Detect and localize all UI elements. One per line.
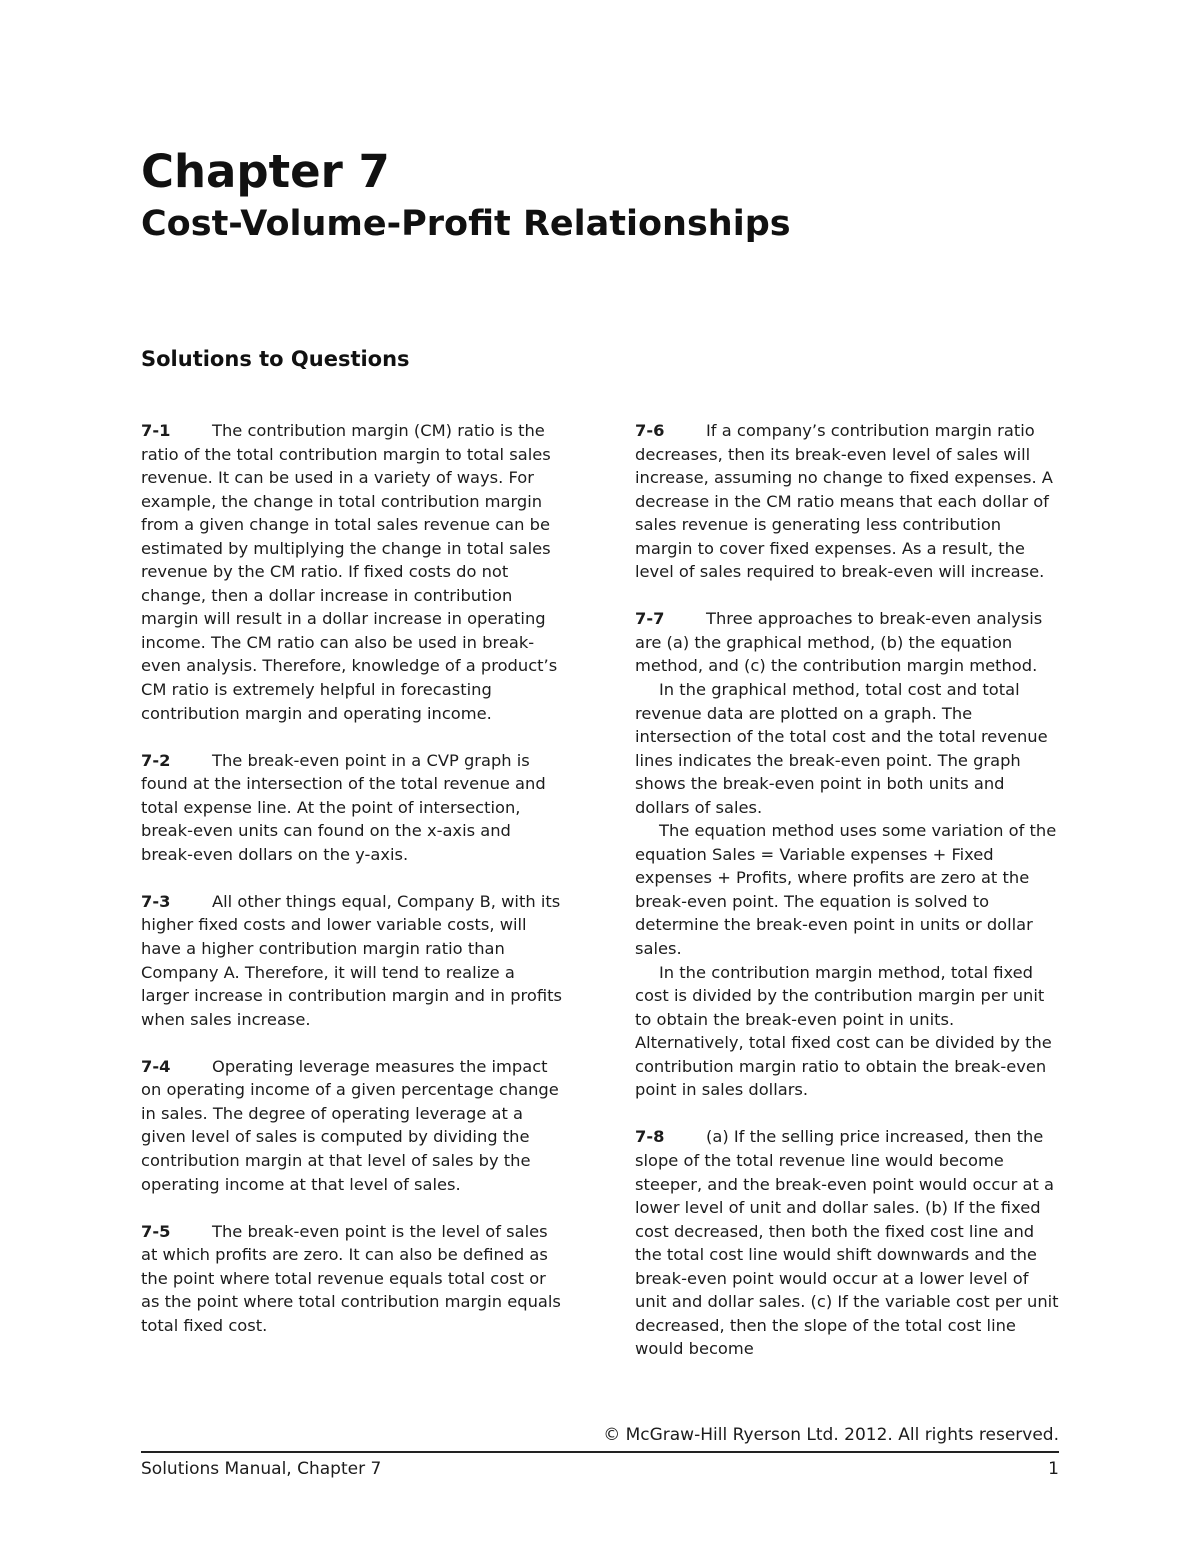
answer-text: All other things equal, Company B, with its higher fixed costs and lower variable costs, will have a higher contribution margin ratio than Company A. Therefore, it will tend to realize a larger increase in contribution margin and in profits when sales increase. — [141, 891, 562, 1029]
answer-7-2 — [141, 749, 565, 867]
footer-manual-title: Solutions Manual, Chapter 7 — [141, 1459, 382, 1479]
answer-paragraph: The equation method uses some variation of the equation Sales = Variable expenses + Fixed expenses + Profits, where profits are zero at the break-even point. The equation is solved to determine the break-even point in units or dollar sales. — [635, 821, 1057, 959]
answer-text: (a) If the selling price increased, then the slope of the total revenue line would become steeper, and the break-even point would occur at a lower level of unit and dollar sales. (b) If the fixed cost decreased, then both the fixed cost line and the total cost line would shift downwards and the break-even point would occur at a lower level of unit and dollar sales. (c) If the variable cost per unit decreased, then the slope of the total cost line would become — [635, 1127, 1059, 1359]
answer-7-5 — [141, 1220, 565, 1338]
question-number: 7-3 — [141, 891, 171, 911]
answer-paragraph: In the contribution margin method, total fixed cost is divided by the contribution margin per unit to obtain the break-even point in units. Alternatively, total fixed cost can be divided by the contribution margin ratio to obtain the break-even point in sales dollars. — [635, 962, 1052, 1100]
answer-7-4 — [141, 1055, 565, 1196]
question-number: 7-8 — [635, 1127, 665, 1147]
question-number: 7-1 — [141, 421, 171, 440]
answer-text: The contribution margin (CM) ratio is the ratio of the total contribution margin to total sales revenue. It can be used in a variety of ways. For example, the change in total contribution margin from a given change in total sales revenue can be estimated by multiplying the change in total sales revenue by the CM ratio. If fixed costs do not change, then a dollar increase in contribution margin will result in a dollar increase in operating income. The CM ratio can also be used in break-even analysis. Therefore, knowledge of a product’s CM ratio is extremely helpful in forecasting contribution margin and operating income. — [141, 421, 558, 723]
section-title: Solutions to Questions — [141, 347, 410, 371]
answer-paragraph: In the graphical method, total cost and total revenue data are plotted on a graph. The intersection of the total cost and the total revenue lines indicates the break-even point. The graph shows the break-even point in both units and dollars of sales. — [635, 680, 1048, 817]
answer-7-7 — [635, 607, 1059, 1101]
copyright-notice: © McGraw-Hill Ryerson Ltd. 2012. All rights reserved. — [603, 1425, 1059, 1445]
question-number: 7-4 — [141, 1056, 171, 1076]
answer-text: Operating leverage measures the impact on operating income of a given percentage change in sales. The degree of operating leverage at a given level of sales is computed by dividing the contribution margin at that level of sales by the operating income at that level of sales. — [141, 1056, 559, 1194]
question-number: 7-7 — [635, 609, 665, 629]
answer-text: The break-even point is the level of sales at which profits are zero. It can also be defined as the point where total revenue equals total cost or as the point where total contribution margin equals total fixed cost. — [141, 1221, 561, 1335]
chapter-title: Cost-Volume-Profit Relationships — [141, 204, 791, 244]
question-number: 7-5 — [141, 1221, 171, 1241]
footer-divider — [141, 1451, 1059, 1453]
right-column — [635, 419, 1059, 1384]
question-number: 7-2 — [141, 750, 171, 770]
page-number: 1 — [1048, 1459, 1059, 1479]
answer-text: Three approaches to break-even analysis are (a) the graphical method, (b) the equation method, and (c) the contribution margin method. — [635, 609, 1043, 676]
answer-7-6 — [635, 419, 1059, 584]
answer-text: The break-even point in a CVP graph is found at the intersection of the total revenue and total expense line. At the point of intersection, break-even units can found on the x-axis and break-even dollars on the y-axis. — [141, 750, 546, 864]
left-column — [141, 419, 565, 1361]
chapter-number: Chapter 7 — [141, 145, 390, 198]
question-number: 7-6 — [635, 421, 665, 440]
answer-7-3 — [141, 890, 565, 1031]
answer-text: If a company’s contribution margin ratio decreases, then its break-even level of sales will increase, assuming no change to fixed expenses. A decrease in the CM ratio means that each dollar of sales revenue is generating less contribution margin to cover fixed expenses. As a result, the level of sales required to break-even will increase. — [635, 421, 1053, 582]
answer-7-1 — [141, 419, 565, 725]
answer-7-8 — [635, 1125, 1059, 1360]
